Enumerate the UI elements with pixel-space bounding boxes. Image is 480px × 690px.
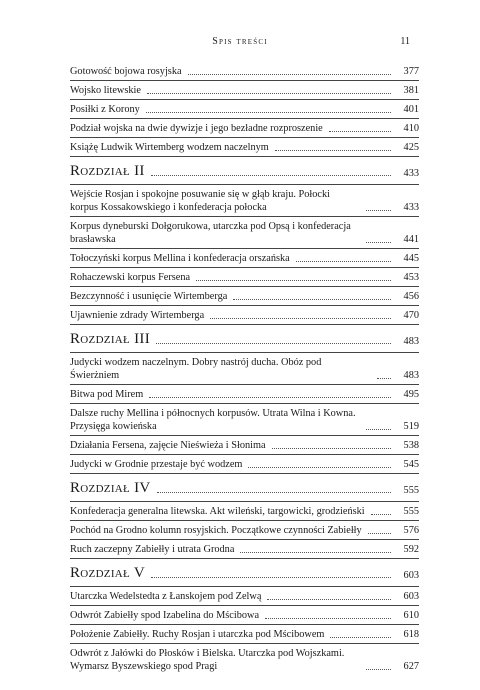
toc-entry-title: Pochód na Grodno kolumn rosyjskich. Początkowe czynności Zabiełły [70, 525, 362, 536]
toc-entry-title: Rohaczewski korpus Fersena [70, 272, 191, 283]
toc-entry [70, 404, 419, 435]
dot-leader [151, 175, 391, 176]
toc-entry-title: Judycki w Grodnie przestaje być wodzem [70, 459, 243, 470]
dot-leader [149, 397, 391, 398]
chapter-heading [70, 559, 419, 586]
toc-entry [70, 268, 419, 286]
toc-entry-title: Bitwa pod Mirem [70, 389, 144, 400]
dot-leader [366, 242, 391, 243]
toc-page-number: 592 [403, 544, 419, 555]
toc-page-number: 545 [403, 459, 419, 470]
dot-leader [267, 599, 391, 600]
dot-leader [146, 112, 391, 113]
dot-leader [377, 378, 391, 379]
toc-page-number: 425 [403, 142, 419, 153]
toc-entry-title: Judycki wodzem naczelnym. Dobry nastrój ducha. Obóz pod Świerżniem [70, 357, 322, 381]
chapter-title: Rozdział V [70, 565, 145, 581]
toc-page-number: 603 [403, 570, 419, 581]
toc-page-number: 555 [403, 506, 419, 517]
toc-page-number: 495 [403, 389, 419, 400]
toc-entry [70, 306, 419, 324]
toc-entry-title: Odwrót Zabiełły spod Izabelina do Mścibowa [70, 610, 260, 621]
toc-entry [70, 455, 419, 473]
toc-entry-title: Dalsze ruchy Mellina i północnych korpusów. Utrata Wilna i Kowna. Przysięga kowieńska [70, 408, 356, 432]
toc-entry [70, 436, 419, 454]
dot-leader [151, 577, 391, 578]
dot-leader [368, 533, 391, 534]
dot-leader [248, 467, 391, 468]
toc-entry-title: Działania Fersena, zajęcie Nieświeża i Słonima [70, 440, 266, 451]
toc-page-number: 453 [403, 272, 419, 283]
toc-entry [70, 540, 419, 558]
toc-page-number: 456 [403, 291, 419, 302]
running-header [70, 36, 410, 50]
toc-page-number: 483 [403, 370, 419, 381]
toc-entry-title: Bezczynność i usunięcie Wirtemberga [70, 291, 228, 302]
toc-entry [70, 185, 419, 216]
toc-entry-title: Wejście Rosjan i spokojne posuwanie się w głąb kraju. Połocki korpus Kossakowskiego i konfederacja połocka [70, 189, 330, 213]
toc-page-number: 401 [403, 104, 419, 115]
chapter-heading [70, 325, 419, 352]
toc-entry-title: Utarczka Wedelstedta z Łanskojem pod Zelwą [70, 591, 262, 602]
toc-page-number: 603 [403, 591, 419, 602]
chapter-title: Rozdział II [70, 163, 145, 179]
toc-entry-title: Korpus dyneburski Dołgorukowa, utarczka pod Opsą i konfederacja brasławska [70, 221, 351, 245]
chapter-heading [70, 474, 419, 501]
toc-entry [70, 287, 419, 305]
toc-entry-title: Posiłki z Korony [70, 104, 140, 115]
toc-page-number: 410 [403, 123, 419, 134]
dot-leader [371, 514, 391, 515]
toc-page-number: 445 [403, 253, 419, 264]
dot-leader [188, 74, 391, 75]
toc-page-number: 381 [403, 85, 419, 96]
toc-entry-title: Podział wojska na dwie dywizje i jego bezładne rozproszenie [70, 123, 323, 134]
toc-entry-title: Ujawnienie zdrady Wirtemberga [70, 310, 205, 321]
toc-page-number: 610 [403, 610, 419, 621]
toc-page-number: 433 [403, 168, 419, 179]
toc-entry-title: Książę Ludwik Wirtemberg wodzem naczelnym [70, 142, 269, 153]
toc-entry-title: Położenie Zabiełły. Ruchy Rosjan i utarczka pod Mścibowem [70, 629, 325, 640]
dot-leader [156, 343, 391, 344]
toc-entry [70, 81, 419, 99]
toc-page-number: 538 [403, 440, 419, 451]
dot-leader [366, 210, 391, 211]
toc-entry [70, 217, 419, 248]
dot-leader [330, 637, 391, 638]
toc-entry [70, 521, 419, 539]
toc-entry [70, 353, 419, 384]
toc-entry-title: Wojsko litewskie [70, 85, 141, 96]
folio-number: 11 [400, 36, 410, 47]
toc-page-number: 519 [403, 421, 419, 432]
toc-page-number: 441 [403, 234, 419, 245]
toc-entry [70, 249, 419, 267]
dot-leader [366, 669, 391, 670]
toc-page-number: 576 [403, 525, 419, 536]
toc-entry-title: Konfederacja generalna litewska. Akt wileński, targowicki, grodzieński [70, 506, 365, 517]
dot-leader [157, 492, 391, 493]
toc-page-number: 555 [403, 485, 419, 496]
toc-entry-title: Ruch zaczepny Zabiełły i utrata Grodna [70, 544, 235, 555]
toc-page-number: 627 [403, 661, 419, 672]
dot-leader [233, 299, 391, 300]
toc-entry [70, 100, 419, 118]
dot-leader [366, 429, 391, 430]
chapter-title: Rozdział IV [70, 480, 151, 496]
toc-entry [70, 644, 419, 675]
toc-entry [70, 625, 419, 643]
dot-leader [240, 552, 391, 553]
dot-leader [272, 448, 391, 449]
toc-page-number: 470 [403, 310, 419, 321]
dot-leader [296, 261, 391, 262]
dot-leader [329, 131, 391, 132]
toc-entry [70, 606, 419, 624]
toc-entry [70, 119, 419, 137]
toc-page-number: 618 [403, 629, 419, 640]
table-of-contents [70, 62, 419, 675]
running-title: Spis treści [212, 36, 268, 47]
toc-page-number: 433 [403, 202, 419, 213]
dot-leader [196, 280, 391, 281]
toc-entry [70, 502, 419, 520]
toc-entry [70, 62, 419, 80]
chapter-heading [70, 157, 419, 184]
toc-page-number: 483 [403, 336, 419, 347]
toc-entry [70, 138, 419, 156]
toc-entry [70, 587, 419, 605]
dot-leader [147, 93, 391, 94]
toc-entry-title: Gotowość bojowa rosyjska [70, 66, 182, 77]
dot-leader [210, 318, 391, 319]
toc-entry-title: Tołoczyński korpus Mellina i konfederacja orszańska [70, 253, 290, 264]
toc-page-number: 377 [403, 66, 419, 77]
toc-entry [70, 385, 419, 403]
toc-entry-title: Odwrót z Jałówki do Płosków i Bielska. Utarczka pod Wojszkami. Wymarsz Byszewskiego spod Pragi [70, 648, 345, 672]
dot-leader [265, 618, 391, 619]
chapter-title: Rozdział III [70, 331, 150, 347]
dot-leader [275, 150, 391, 151]
